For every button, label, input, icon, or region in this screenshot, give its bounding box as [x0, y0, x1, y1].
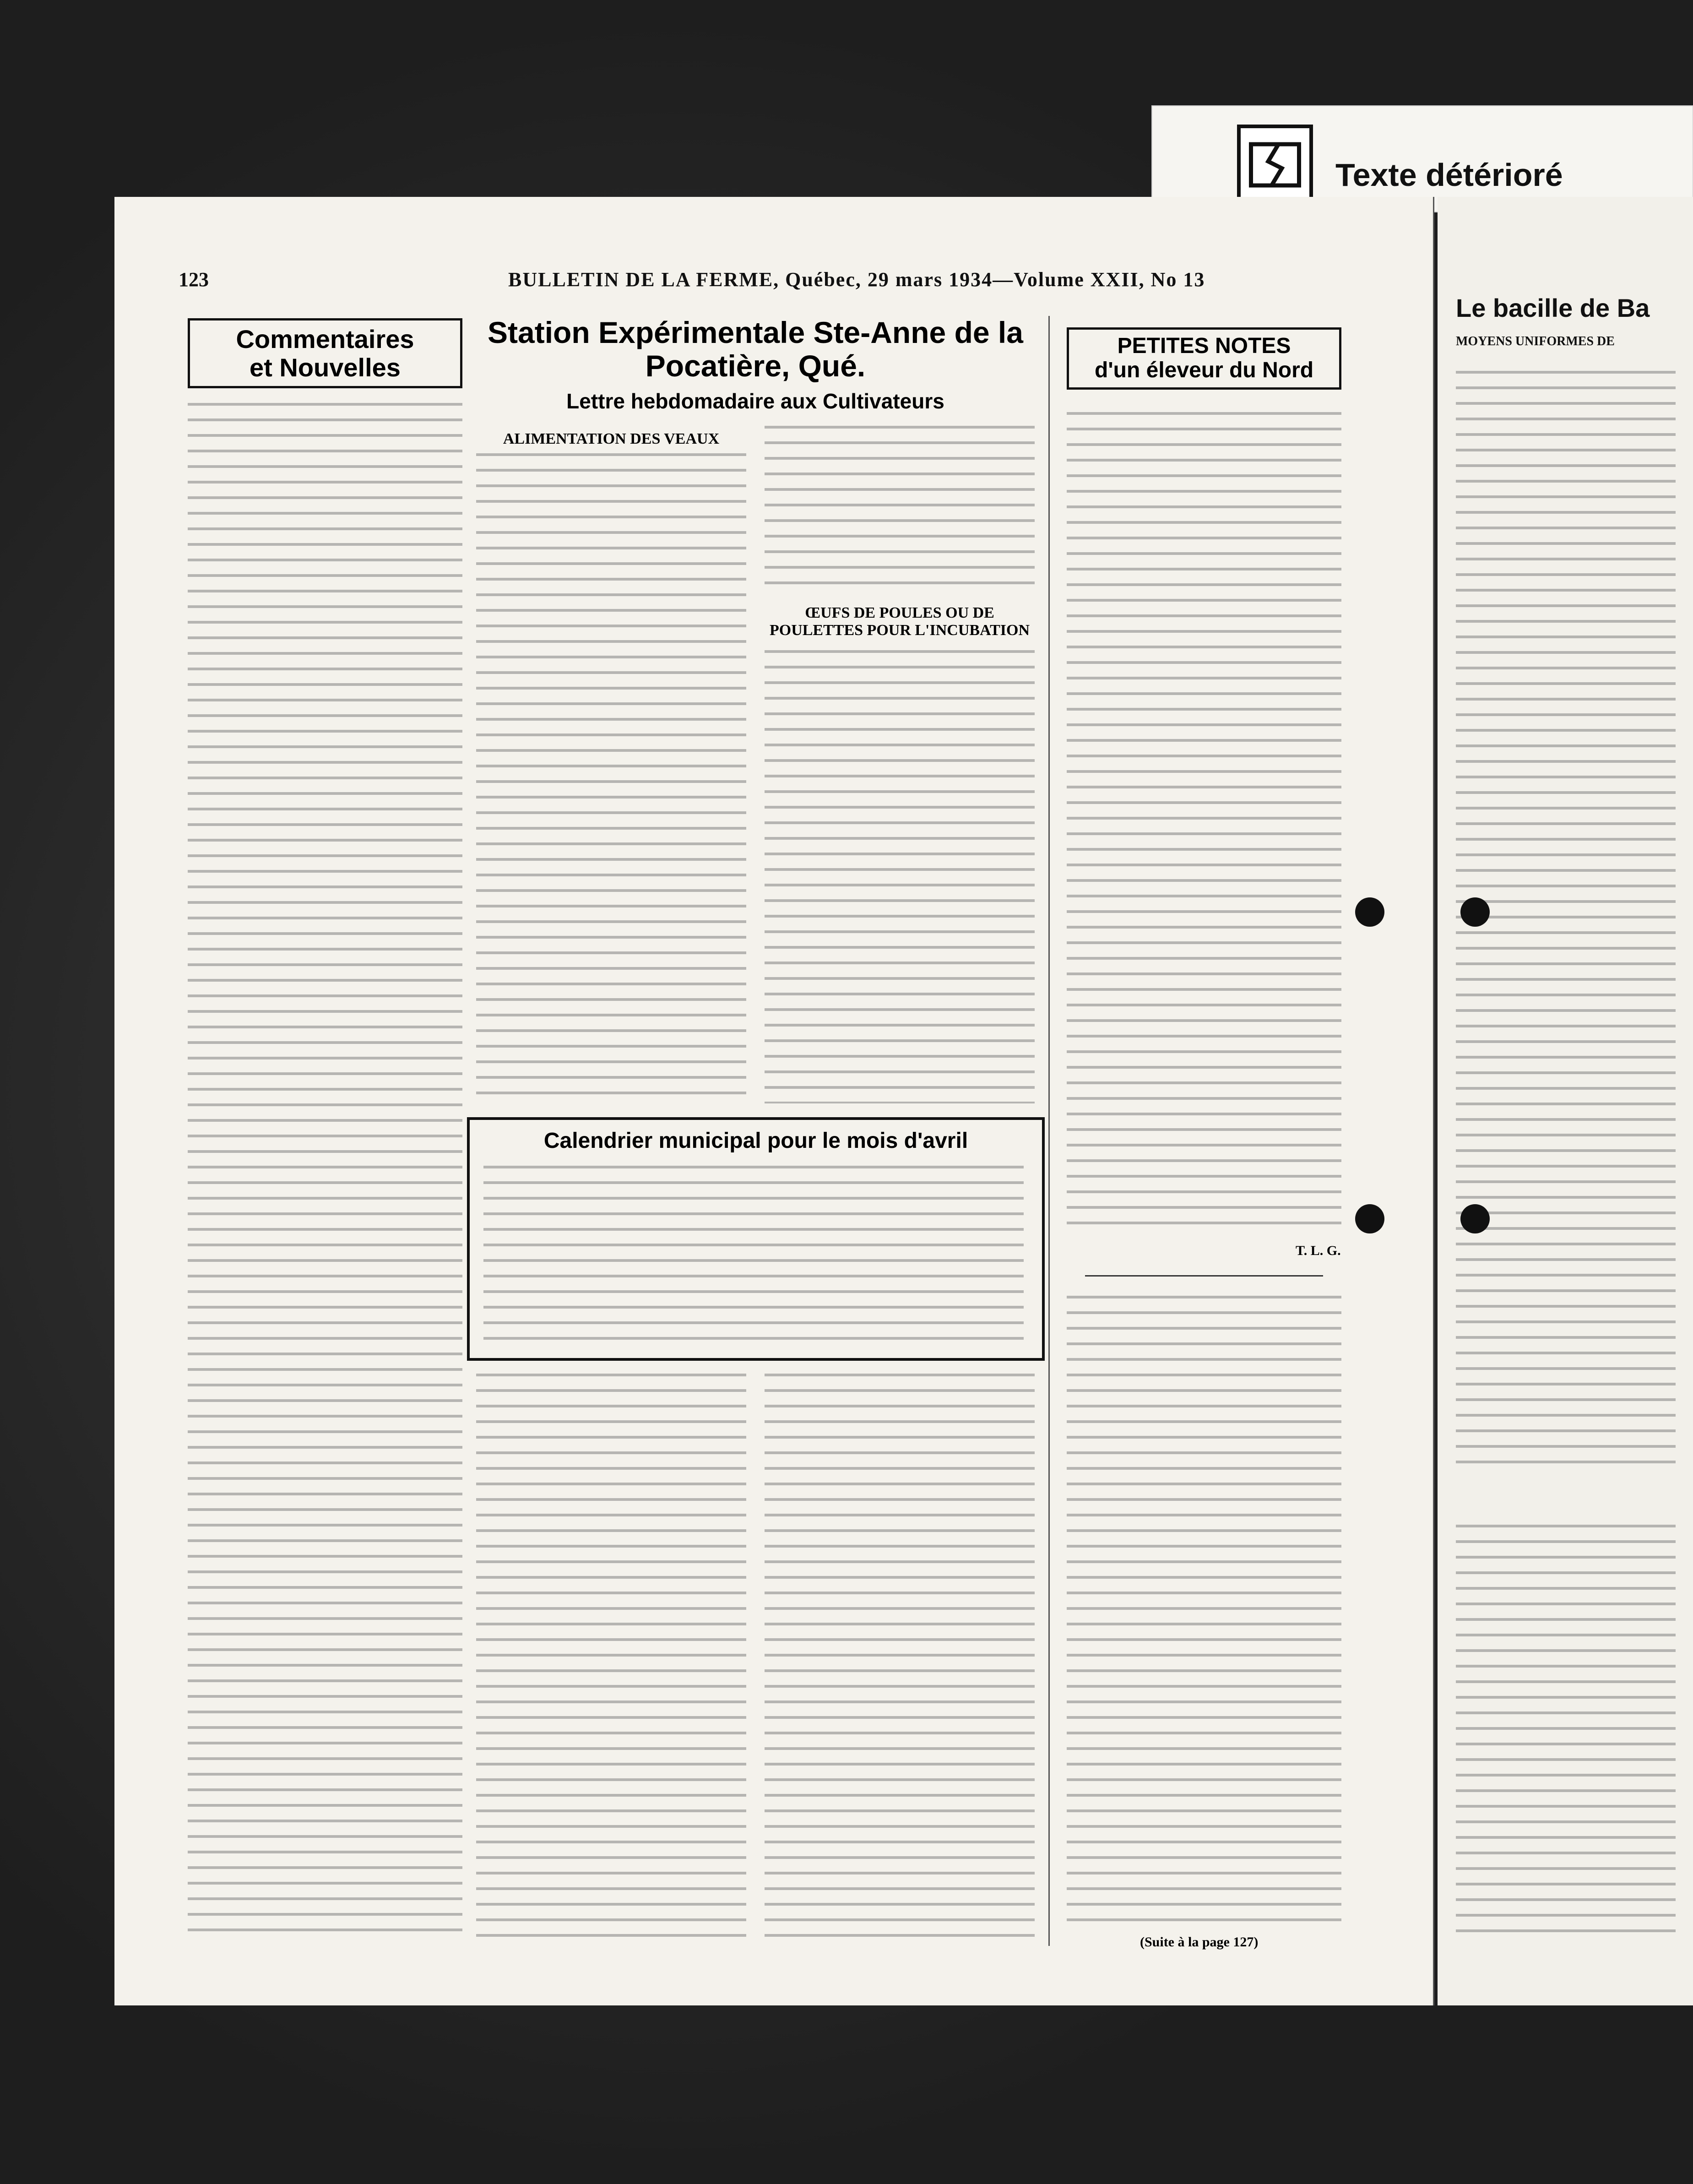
signature: T. L. G. [1296, 1243, 1341, 1258]
center-col1-text [476, 453, 746, 1103]
right-column [1067, 327, 1341, 390]
adjacent-page [1438, 197, 1693, 2005]
adjacent-text-lower [1456, 1525, 1676, 1937]
stamp-label: Texte détérioré [1335, 157, 1563, 193]
section-heading-2: ŒUFS DE POULES OU DE POULETTES POUR L'INCUBATION [769, 604, 1030, 639]
right-box-title-line2: d'un éleveur du Nord [1094, 358, 1314, 382]
deteriorated-stamp [1151, 105, 1693, 212]
left-box-title-line1: Commentaires [236, 325, 414, 353]
center-header [476, 316, 1035, 413]
left-column [188, 318, 462, 388]
page-header [179, 268, 1369, 300]
center-col2-text-top [765, 426, 1035, 591]
binding-hole [1460, 897, 1490, 927]
newspaper-page [114, 197, 1433, 2005]
continue-note: (Suite à la page 127) [1140, 1934, 1259, 1950]
adjacent-heading: Le bacille de Ba [1456, 293, 1650, 322]
adjacent-text [1456, 371, 1676, 1470]
left-column-text [188, 403, 462, 1937]
column-rule [1048, 316, 1050, 1946]
center-col1-lower-text [476, 1374, 746, 1937]
center-col1-head [476, 426, 746, 452]
right-column-lower-text [1067, 1296, 1341, 1928]
center-col2-head [765, 600, 1035, 644]
right-box-title-line1: PETITES NOTES [1117, 334, 1291, 358]
center-title-line1: Station Expérimentale Ste-Anne de la [488, 315, 1023, 349]
stamp-icon [1237, 125, 1313, 205]
center-subtitle: Lettre hebdomadaire aux Cultivateurs [566, 389, 944, 413]
page-edge [1433, 197, 1434, 2005]
left-box-title-line2: et Nouvelles [250, 353, 401, 382]
calendar-title: Calendrier municipal pour le mois d'avril [543, 1129, 968, 1153]
left-box-title [188, 318, 462, 388]
page-number: 123 [179, 268, 209, 291]
calendar-box [467, 1117, 1045, 1361]
center-col2-text [765, 650, 1035, 1103]
binding-hole [1355, 1204, 1384, 1233]
center-title-line2: Pocatière, Qué. [645, 348, 866, 383]
binding-hole [1355, 897, 1384, 927]
publication-line: BULLETIN DE LA FERME, Québec, 29 mars 1934—Volume XXII, No 13 [508, 268, 1205, 291]
binding-hole [1460, 1204, 1490, 1233]
adjacent-subheading: MOYENS UNIFORMES DE [1456, 334, 1615, 348]
right-box-title [1067, 327, 1341, 390]
center-col2-lower-text [765, 1374, 1035, 1937]
divider [1085, 1275, 1323, 1277]
calendar-text [483, 1166, 1024, 1340]
section-heading-1: ALIMENTATION DES VEAUX [503, 430, 720, 447]
right-column-text [1067, 412, 1341, 1236]
